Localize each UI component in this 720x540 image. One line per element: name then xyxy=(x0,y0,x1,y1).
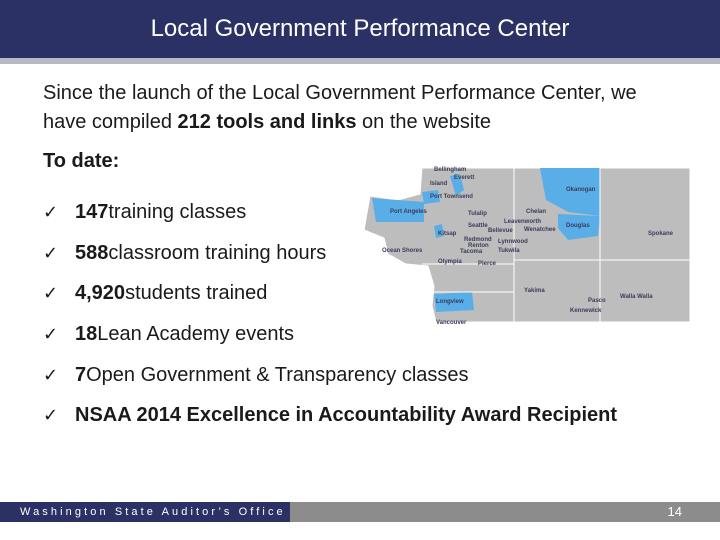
map-label-bellevue: Bellevue xyxy=(488,228,513,234)
item-number: 18 xyxy=(75,322,98,345)
intro-bold: 212 tools and links xyxy=(177,111,357,133)
item-text: Lean Academy events xyxy=(97,322,295,345)
map-label-tukwila: Tukwila xyxy=(498,248,520,254)
map-label-spokane: Spokane xyxy=(648,231,674,237)
map-label-ocean-shores: Ocean Shores xyxy=(382,248,423,254)
map-label-tacoma: Tacoma xyxy=(460,249,483,255)
footer-bar xyxy=(0,502,720,522)
map-label-wenatchee: Wenatchee xyxy=(524,227,556,233)
map-label-everett: Everett xyxy=(454,175,475,181)
intro-text: Since the launch of the Local Government Performance Center, we have compiled xyxy=(43,82,637,133)
page-title: Local Government Performance Center xyxy=(150,15,570,42)
title-divider xyxy=(0,58,720,64)
map-label-longview: Longview xyxy=(436,299,464,305)
checkmark-icon: ✓ xyxy=(43,283,59,305)
checkmark-icon: ✓ xyxy=(43,405,59,427)
item-number: 147 xyxy=(75,200,109,223)
checkmark-icon: ✓ xyxy=(43,323,59,345)
map-label-port-angeles: Port Angeles xyxy=(390,209,427,215)
item-text: training classes xyxy=(108,200,247,223)
map-label-kennewick: Kennewick xyxy=(570,308,602,314)
footer-org: Washington State Auditor’s Office xyxy=(0,502,290,522)
map-label-lynnwood: Lynnwood xyxy=(498,239,528,245)
item-number: 4,920 xyxy=(75,282,126,305)
map-label-vancouver: Vancouver xyxy=(436,320,467,326)
map-label-yakima: Yakima xyxy=(524,288,545,294)
map-label-walla-walla: Walla Walla xyxy=(620,294,653,300)
checkmark-icon: ✓ xyxy=(43,364,59,386)
list-item xyxy=(43,355,617,396)
map-label-chelan: Chelan xyxy=(526,209,547,215)
map-label-kitsap: Kitsap xyxy=(438,231,457,237)
map-label-tulalip: Tulalip xyxy=(468,211,487,217)
map-label-redmond: Redmond xyxy=(464,237,492,243)
item-text: students trained xyxy=(125,282,268,305)
page-number: 14 xyxy=(667,504,682,519)
checkmark-icon: ✓ xyxy=(43,242,59,264)
intro-text-end: on the website xyxy=(356,111,492,133)
item-award: NSAA 2014 Excellence in Accountability Award Recipient xyxy=(75,404,618,427)
washington-map xyxy=(362,160,692,335)
map-label-bellingham: Bellingham xyxy=(434,167,467,173)
map-label-douglas: Douglas xyxy=(566,223,590,229)
intro-paragraph xyxy=(43,79,683,137)
item-number: 7 xyxy=(75,363,87,386)
item-number: 588 xyxy=(75,241,109,264)
map-label-pasco: Pasco xyxy=(588,298,606,304)
item-text: Open Government & Transparency classes xyxy=(86,363,469,386)
item-text: classroom training hours xyxy=(108,241,327,264)
map-label-olympia: Olympia xyxy=(438,259,462,265)
map-label-okanogan: Okanogan xyxy=(566,187,596,193)
map-label-seattle: Seattle xyxy=(468,223,488,229)
todate-label: To date: xyxy=(43,150,120,172)
map-label-island: Island xyxy=(430,181,448,187)
map-label-port-townsend: Port Townsend xyxy=(430,194,473,200)
checkmark-icon: ✓ xyxy=(43,201,59,223)
map-label-leavenworth: Leavenworth xyxy=(504,219,542,225)
map-label-pierce: Pierce xyxy=(478,261,497,267)
list-item xyxy=(43,395,617,436)
title-bar xyxy=(0,0,720,58)
map-label-renton: Renton xyxy=(468,243,489,249)
